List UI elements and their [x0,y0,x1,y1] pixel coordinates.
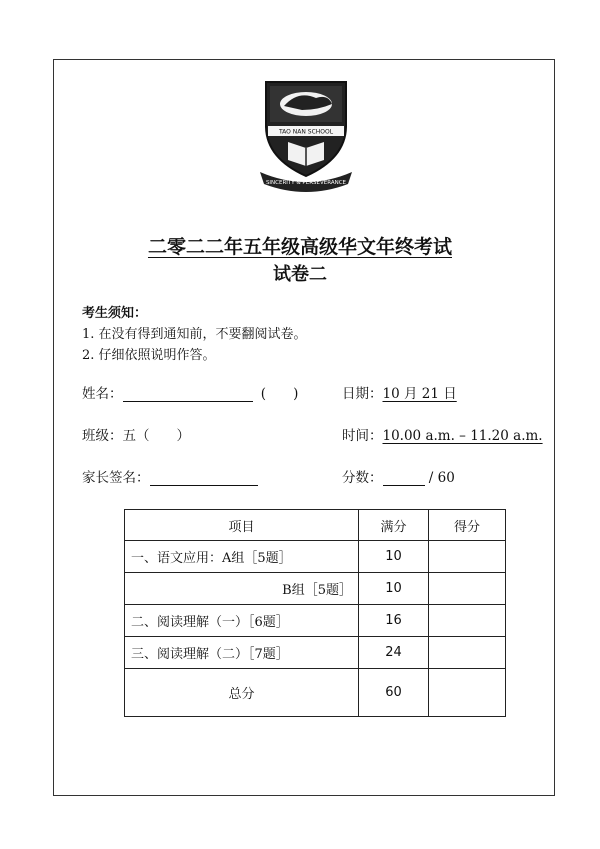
parent-label: 家长签名： [82,470,150,486]
table-row [125,637,506,669]
time-field [342,424,543,444]
name-input[interactable] [123,387,253,402]
row-full: 10 [359,541,429,573]
parent-signature-field [82,466,258,486]
total-full: 60 [359,669,429,717]
register-number: ( ) [260,386,299,402]
row-full: 10 [359,573,429,605]
row-full: 24 [359,637,429,669]
row-item: 二、阅读理解（一）［6题］ [125,605,359,637]
exam-title: 二零二二年五年级高级华文年终考试 [147,236,452,258]
header-got: 得分 [429,510,506,541]
score-label: 分数： [342,470,383,486]
row-got-cell[interactable] [429,637,506,669]
score-table [124,509,506,717]
header-full: 满分 [359,510,429,541]
row-item: 一、语文应用：A组［5题］ [125,541,359,573]
time-value: 10.00 a.m. – 11.20 a.m. [382,428,543,444]
table-row [125,605,506,637]
total-item: 总分 [125,669,359,717]
date-label: 日期： [342,386,383,402]
date-field [342,382,457,402]
score-input[interactable] [383,471,425,486]
row-full: 16 [359,605,429,637]
row-got-cell[interactable] [429,541,506,573]
table-header-row [125,510,506,541]
notice-item: 1. 在没有得到通知前，不要翻阅试卷。 [82,327,307,342]
row-got-cell[interactable] [429,573,506,605]
class-field: 班级：五（ ） [82,428,190,444]
crest-motto: SINCERITY & PERSEVERANCE [265,180,347,186]
header-item: 项目 [125,510,359,541]
score-field [342,466,455,486]
school-crest [258,76,354,194]
score-total: / 60 [428,470,455,486]
row-got-cell[interactable] [429,605,506,637]
table-total-row [125,669,506,717]
table-row [125,541,506,573]
name-field [82,382,298,402]
row-item: B组［5题］ [125,573,359,605]
paper-subtitle: 试卷二 [273,264,327,285]
date-value: 10 月 21 日 [382,386,457,402]
table-row [125,573,506,605]
parent-signature-input[interactable] [150,471,258,486]
time-label: 时间： [342,428,383,444]
total-got-cell[interactable] [429,669,506,717]
notice-item: 2. 仔细依照说明作答。 [82,348,216,363]
crest-school-name: TAO NAN SCHOOL [278,128,334,136]
name-label: 姓名： [82,386,123,402]
row-item: 三、阅读理解（二）［7题］ [125,637,359,669]
notice-heading: 考生须知： [82,306,148,321]
